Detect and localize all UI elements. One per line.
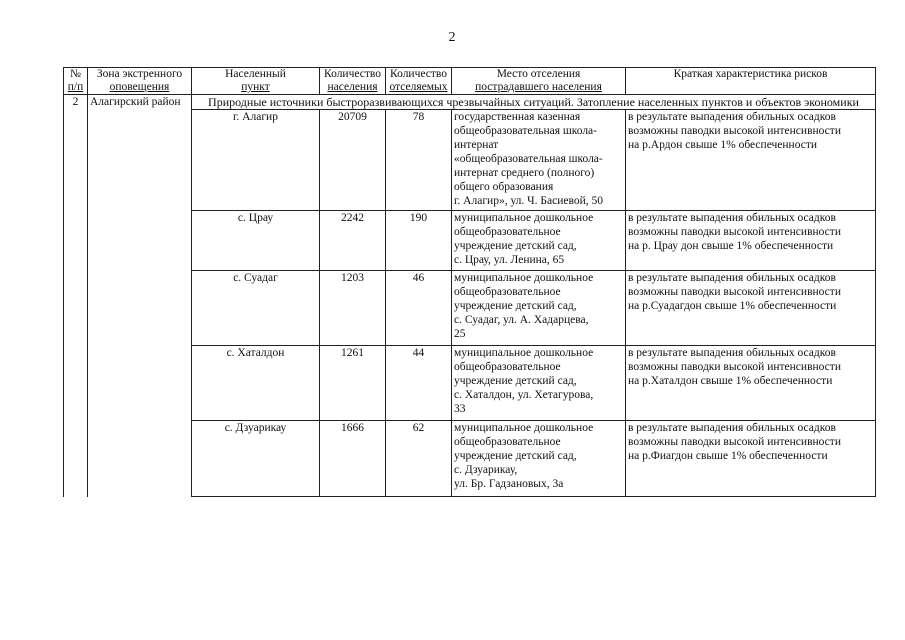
evacuated-cell: 46: [386, 271, 452, 346]
evacuated-cell: 62: [386, 421, 452, 497]
settlement-cell: с. Хаталдон: [192, 346, 320, 421]
population-cell: 1666: [320, 421, 386, 497]
header-row: [64, 68, 876, 95]
risk-cell: в результате выпадения обильных осадков возможны паводки высокой интенсивности на р.Суадагдон свыше 1% обеспеченности: [626, 271, 876, 346]
section-row: [64, 95, 876, 110]
settlement-cell: с. Црау: [192, 211, 320, 271]
table-row: [64, 110, 876, 211]
header-risk: Краткая характеристика рисков: [626, 68, 876, 95]
evacuation-table: [63, 67, 876, 497]
location-cell: муниципальное дошкольное общеобразовательное учреждение детский сад, с. Суадаг, ул. А. Хадарцева, 25: [452, 271, 626, 346]
table-row: [64, 271, 876, 346]
population-cell: 1203: [320, 271, 386, 346]
location-cell: государственная казенная общеобразовательная школа- интернат «общеобразовательная школа- интернат среднего (полного) общего образования г. Алагир», ул. Ч. Басиевой, 50: [452, 110, 626, 211]
header-settlement: Населенный пункт: [192, 68, 320, 95]
population-cell: 2242: [320, 211, 386, 271]
header-num: № п/п: [64, 68, 88, 95]
evacuated-cell: 190: [386, 211, 452, 271]
population-cell: 20709: [320, 110, 386, 211]
section-zone: Алагирский район: [88, 95, 192, 110]
risk-cell: в результате выпадения обильных осадков возможны паводки высокой интенсивности на р.Ардон свыше 1% обеспеченности: [626, 110, 876, 211]
hazard-title: Природные источники быстроразвивающихся чрезвычайных ситуаций. Затопление населенных пунктов и объектов экономики: [192, 95, 876, 110]
risk-cell: в результате выпадения обильных осадков возможны паводки высокой интенсивности на р.Фиагдон свыше 1% обеспеченности: [626, 421, 876, 497]
header-population: Количество населения: [320, 68, 386, 95]
section-num: 2: [64, 95, 88, 110]
header-location: Место отселения пострадавшего населения: [452, 68, 626, 95]
table-row: [64, 346, 876, 421]
location-cell: муниципальное дошкольное общеобразовательное учреждение детский сад, с. Дзуарикау, ул. Бр. Гадзановых, 3а: [452, 421, 626, 497]
evacuated-cell: 44: [386, 346, 452, 421]
settlement-cell: с. Дзуарикау: [192, 421, 320, 497]
settlement-cell: с. Суадаг: [192, 271, 320, 346]
settlement-cell: г. Алагир: [192, 110, 320, 211]
table-row: [64, 421, 876, 497]
header-zone: Зона экстренного оповещения: [88, 68, 192, 95]
table-row: [64, 211, 876, 271]
page-number: 2: [448, 30, 456, 45]
evacuated-cell: 78: [386, 110, 452, 211]
risk-cell: в результате выпадения обильных осадков возможны паводки высокой интенсивности на р.Хаталдон свыше 1% обеспеченности: [626, 346, 876, 421]
risk-cell: в результате выпадения обильных осадков возможны паводки высокой интенсивности на р. Црау дон свыше 1% обеспеченности: [626, 211, 876, 271]
header-evacuated: Количество отселяемых: [386, 68, 452, 95]
population-cell: 1261: [320, 346, 386, 421]
location-cell: муниципальное дошкольное общеобразовательное учреждение детский сад, с. Црау, ул. Ленина, 65: [452, 211, 626, 271]
location-cell: муниципальное дошкольное общеобразовательное учреждение детский сад, с. Хаталдон, ул. Хетагурова, 33: [452, 346, 626, 421]
